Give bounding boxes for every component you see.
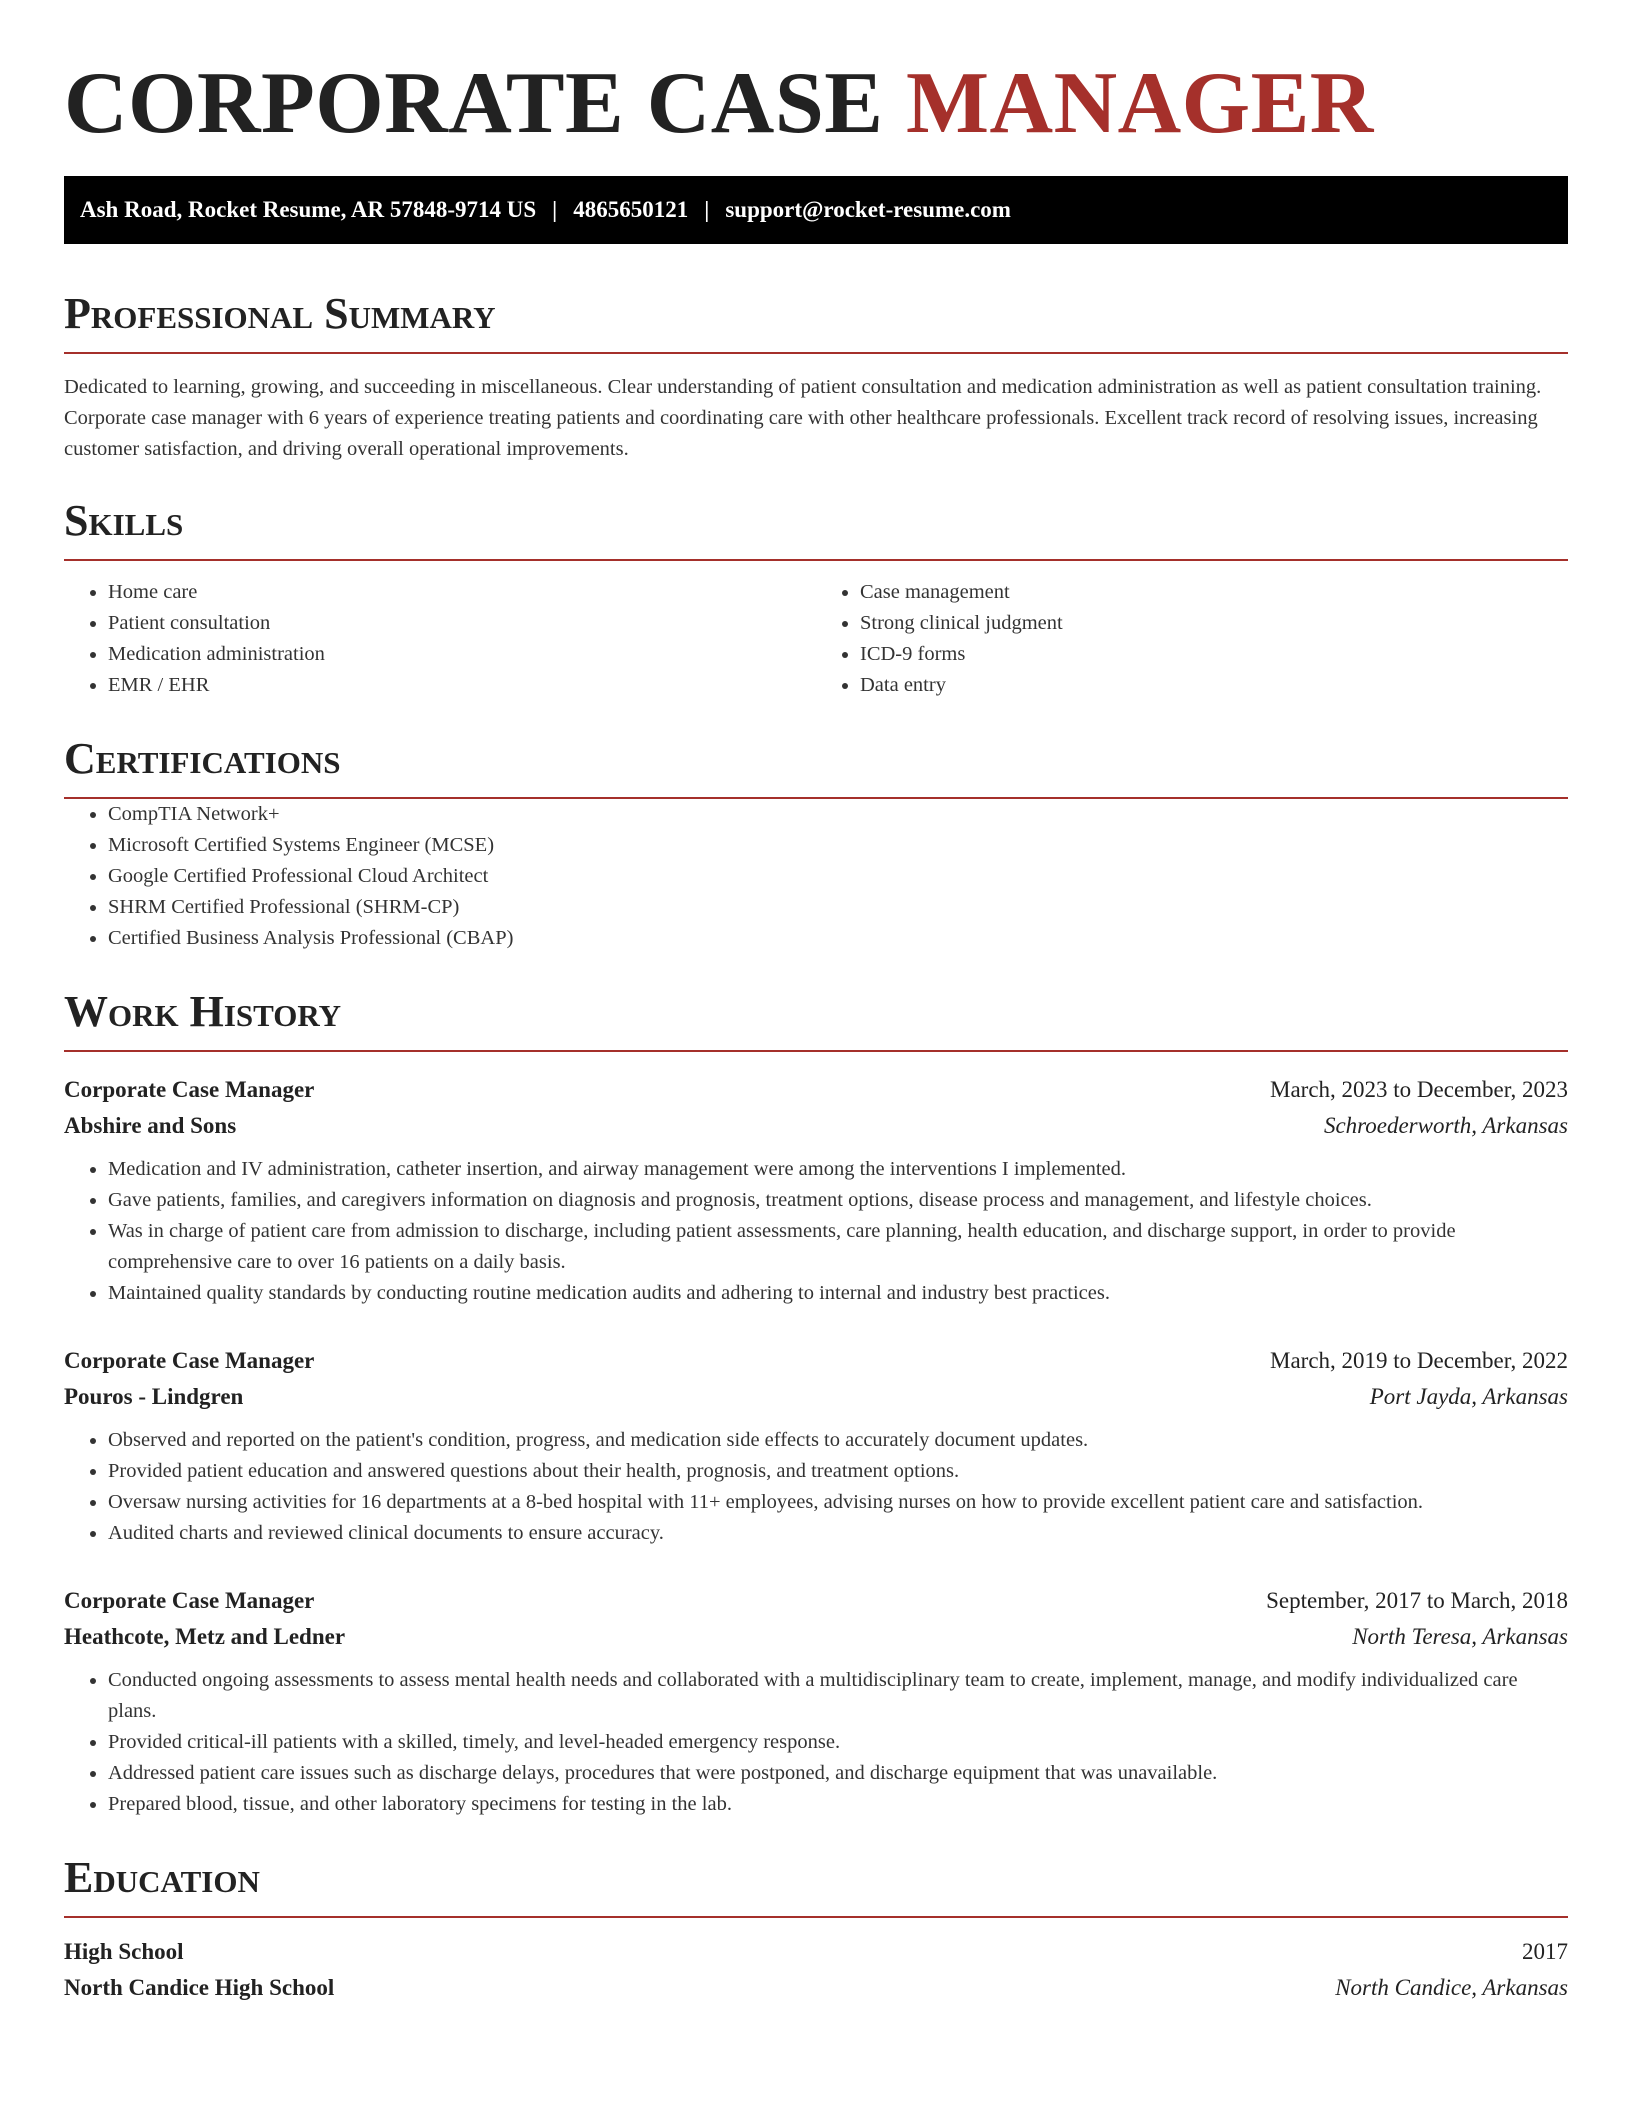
- contact-separator: |: [704, 197, 710, 222]
- job-bullet: • Oversaw nursing activities for 16 departments at a 8-bed hospital with 11+ employees, advising nurses on how to provide excellent patient care and satisfaction.: [108, 1487, 1568, 1518]
- skill-item: • Home care: [108, 577, 816, 608]
- job-role: Corporate Case Manager: [64, 1348, 315, 1373]
- section-title-summary: Professional Summary: [64, 289, 496, 338]
- skill-item: • Patient consultation: [108, 608, 816, 639]
- section-title-education: Education: [64, 1853, 260, 1902]
- education-entry: [64, 1934, 1568, 2006]
- certification-item: • CompTIA Network+: [108, 799, 1568, 830]
- skill-item: • Case management: [860, 577, 1568, 608]
- contact-separator: |: [552, 197, 558, 222]
- job-location: Port Jayda, Arkansas: [1369, 1384, 1568, 1409]
- job-bullet: • Maintained quality standards by conducting routine medication audits and adhering to internal and industry best practices.: [108, 1278, 1568, 1309]
- skills-column-right: [816, 577, 1568, 701]
- education-school: North Candice High School: [64, 1975, 335, 2000]
- section-title-certifications: Certifications: [64, 734, 341, 783]
- section-divider: [64, 1916, 1568, 1918]
- job-dates: September, 2017 to March, 2018: [1266, 1588, 1568, 1613]
- job-location: North Teresa, Arkansas: [1352, 1624, 1568, 1649]
- skill-item: • Data entry: [860, 670, 1568, 701]
- section-divider: [64, 352, 1568, 354]
- section-title-work-history: Work History: [64, 987, 342, 1036]
- section-divider: [64, 559, 1568, 561]
- contact-phone: 4865650121: [573, 197, 689, 222]
- job-bullet: • Provided patient education and answered questions about their health, prognosis, and treatment options.: [108, 1456, 1568, 1487]
- job-bullets: [64, 1425, 1568, 1549]
- summary-text: Dedicated to learning, growing, and succeeding in miscellaneous. Clear understanding of patient consultation and medication administration as well as patient consultation training. Corporate case manager with 6 years of experience treating patients and coordinating care with other healthcare professionals. Excellent track record of resolving issues, increasing customer satisfaction, and driving overall operational improvements.: [64, 376, 1542, 460]
- job-entry: [64, 1583, 1568, 1820]
- job-bullet: • Prepared blood, tissue, and other laboratory specimens for testing in the lab.: [108, 1789, 1568, 1820]
- certifications-list: [64, 799, 1568, 954]
- skills-grid: [64, 577, 1568, 701]
- job-bullet: • Addressed patient care issues such as discharge delays, procedures that were postponed, and discharge equipment that was unavailable.: [108, 1758, 1568, 1789]
- job-bullet: • Conducted ongoing assessments to assess mental health needs and collaborated with a multidisciplinary team to create, implement, manage, and modify individualized care plans.: [108, 1665, 1568, 1727]
- job-company: Heathcote, Metz and Ledner: [64, 1624, 346, 1649]
- skill-item: • Strong clinical judgment: [860, 608, 1568, 639]
- job-dates: March, 2023 to December, 2023: [1270, 1077, 1568, 1102]
- job-company: Abshire and Sons: [64, 1113, 237, 1138]
- job-company: Pouros - Lindgren: [64, 1384, 244, 1409]
- section-title-skills: Skills: [64, 496, 184, 545]
- job-bullet: • Was in charge of patient care from admission to discharge, including patient assessments, care planning, health education, and discharge support, in order to provide comprehensive care to over 16 patients on a daily basis.: [108, 1216, 1568, 1278]
- contact-email: support@rocket-resume.com: [725, 197, 1011, 222]
- job-bullets: [64, 1665, 1568, 1820]
- title-main: CORPORATE CASE: [64, 55, 884, 152]
- job-role: Corporate Case Manager: [64, 1077, 315, 1102]
- job-bullet: • Audited charts and reviewed clinical documents to ensure accuracy.: [108, 1518, 1568, 1549]
- skills-column-left: [64, 577, 816, 701]
- job-dates: March, 2019 to December, 2022: [1270, 1348, 1568, 1373]
- resume-title: [64, 0, 1568, 154]
- job-bullet: • Observed and reported on the patient's condition, progress, and medication side effects to accurately document updates.: [108, 1425, 1568, 1456]
- certification-item: • Google Certified Professional Cloud Architect: [108, 861, 1568, 892]
- certification-item: • Microsoft Certified Systems Engineer (MCSE): [108, 830, 1568, 861]
- job-role: Corporate Case Manager: [64, 1588, 315, 1613]
- job-bullet: • Provided critical-ill patients with a skilled, timely, and level-headed emergency response.: [108, 1727, 1568, 1758]
- skill-item: • Medication administration: [108, 639, 816, 670]
- job-bullet: • Gave patients, families, and caregivers information on diagnosis and prognosis, treatment options, disease process and management, and lifestyle choices.: [108, 1185, 1568, 1216]
- education-location: North Candice, Arkansas: [1335, 1975, 1568, 2000]
- certification-item: • Certified Business Analysis Professional (CBAP): [108, 923, 1568, 954]
- section-divider: [64, 1050, 1568, 1052]
- contact-bar: [64, 176, 1568, 244]
- certification-item: • SHRM Certified Professional (SHRM-CP): [108, 892, 1568, 923]
- education-degree: High School: [64, 1939, 184, 1964]
- job-entry: [64, 1343, 1568, 1549]
- title-accent: MANAGER: [905, 55, 1374, 152]
- job-entry: [64, 1072, 1568, 1309]
- job-location: Schroederworth, Arkansas: [1323, 1113, 1568, 1138]
- education-year: 2017: [1522, 1939, 1568, 1964]
- skill-item: • EMR / EHR: [108, 670, 816, 701]
- job-bullet: • Medication and IV administration, catheter insertion, and airway management were among the interventions I implemented.: [108, 1154, 1568, 1185]
- contact-address: Ash Road, Rocket Resume, AR 57848-9714 US: [80, 197, 537, 222]
- skill-item: • ICD-9 forms: [860, 639, 1568, 670]
- job-bullets: [64, 1154, 1568, 1309]
